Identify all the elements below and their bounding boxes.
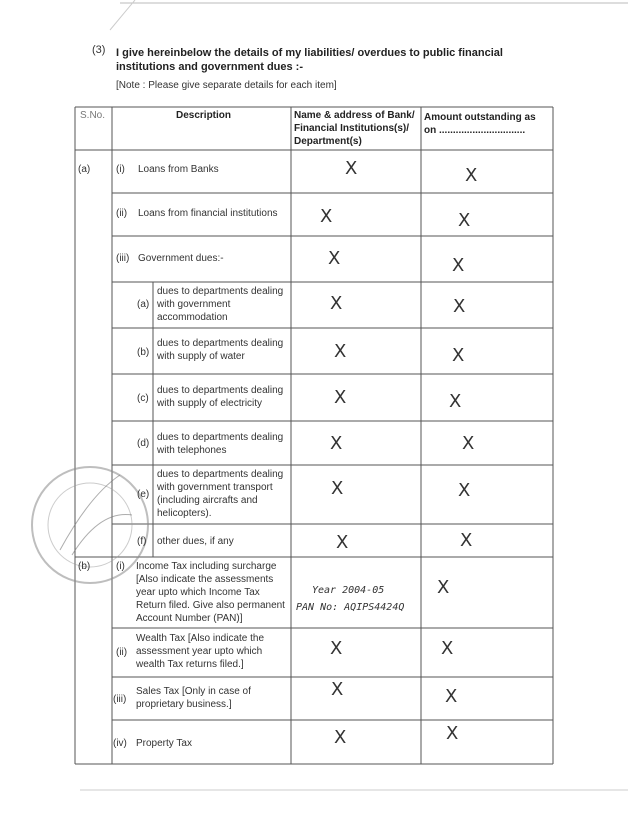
row-name-mark: X xyxy=(320,206,333,227)
row-name-mark: X xyxy=(330,638,343,659)
row-amount-mark: X xyxy=(437,577,450,598)
row-description: dues to departments dealing with supply of water xyxy=(157,338,284,362)
row-group-label: (a) xyxy=(78,164,91,175)
row-amount-mark: X xyxy=(446,723,459,744)
row-amount-mark: X xyxy=(453,296,466,317)
row-sub-label: (ii) xyxy=(116,647,128,658)
row-description: other dues, if any xyxy=(157,536,234,547)
section-note: [Note : Please give separate details for each item] xyxy=(116,80,337,91)
row-amount-mark: X xyxy=(452,345,465,366)
row-name-mark: X xyxy=(331,679,344,700)
row-description: Government dues:- xyxy=(138,253,224,264)
row-name-mark: X xyxy=(334,727,347,748)
row-description: Property Tax xyxy=(136,738,192,749)
row-sub-label: (iv) xyxy=(113,738,127,749)
section-number: (3) xyxy=(92,44,106,56)
row-description: Sales Tax [Only in case of proprietary business.] xyxy=(136,686,251,710)
row-name-mark: X xyxy=(330,293,343,314)
row-description: Income Tax including surcharge [Also indicate the assessments year upto which Income Tax Return filed. Give also permanent Account Number (PAN)] xyxy=(136,561,285,624)
row-subsub-label: (a) xyxy=(137,299,150,310)
row-group-label: (b) xyxy=(78,561,91,572)
row-description: dues to departments dealing with government accommodation xyxy=(157,286,284,323)
row-sub-label: (ii) xyxy=(116,208,128,219)
row-amount-mark: X xyxy=(441,638,454,659)
header-amount: Amount outstanding as on ............................... xyxy=(424,112,536,136)
row-name-mark: X xyxy=(345,158,358,179)
row-sub-label: (iii) xyxy=(113,694,127,705)
row-sub-label: (iii) xyxy=(116,253,130,264)
row-amount-mark: X xyxy=(449,391,462,412)
row-description: dues to departments dealing with supply of electricity xyxy=(157,385,284,409)
row-amount-mark: X xyxy=(445,686,458,707)
row-description: Loans from financial institutions xyxy=(138,208,278,219)
section-heading: I give hereinbelow the details of my liabilities/ overdues to public financial institutions and government dues :- xyxy=(116,47,503,73)
row-description: dues to departments dealing with telephones xyxy=(157,432,284,456)
row-amount-mark: X xyxy=(460,530,473,551)
row-sub-label: (i) xyxy=(116,164,125,175)
header-sno: S.No. xyxy=(80,110,106,121)
row-name-mark: X xyxy=(330,433,343,454)
row-amount-mark: X xyxy=(458,480,471,501)
row-amount-mark: X xyxy=(452,255,465,276)
header-name-address: Name & address of Bank/ Financial Institutions(s)/ Department(s) xyxy=(294,110,415,147)
row-description: dues to departments dealing with government transport (including aircrafts and helicopters). xyxy=(157,469,284,519)
row-subsub-label: (c) xyxy=(137,393,149,404)
row-subsub-label: (d) xyxy=(137,438,150,449)
row-name-mark: X xyxy=(328,248,341,269)
row-sub-label: (i) xyxy=(116,561,125,572)
row-subsub-label: (b) xyxy=(137,347,150,358)
row-description: Wealth Tax [Also indicate the assessment year upto which wealth Tax returns filed.] xyxy=(136,633,265,670)
row-name-mark: X xyxy=(334,387,347,408)
row-name-mark: X xyxy=(331,478,344,499)
header-description: Description xyxy=(176,110,232,121)
row-amount-mark: X xyxy=(462,433,475,454)
row-name-mark: X xyxy=(334,341,347,362)
row-subsub-label: (f) xyxy=(137,536,147,547)
pan-number-handwritten: PAN No: AQIPS4424Q xyxy=(296,602,405,613)
income-tax-year-handwritten: Year 2004-05 xyxy=(312,585,385,596)
row-name-mark: X xyxy=(336,532,349,553)
row-subsub-label: (e) xyxy=(137,489,150,500)
row-amount-mark: X xyxy=(465,165,478,186)
row-amount-mark: X xyxy=(458,210,471,231)
row-description: Loans from Banks xyxy=(138,164,219,175)
